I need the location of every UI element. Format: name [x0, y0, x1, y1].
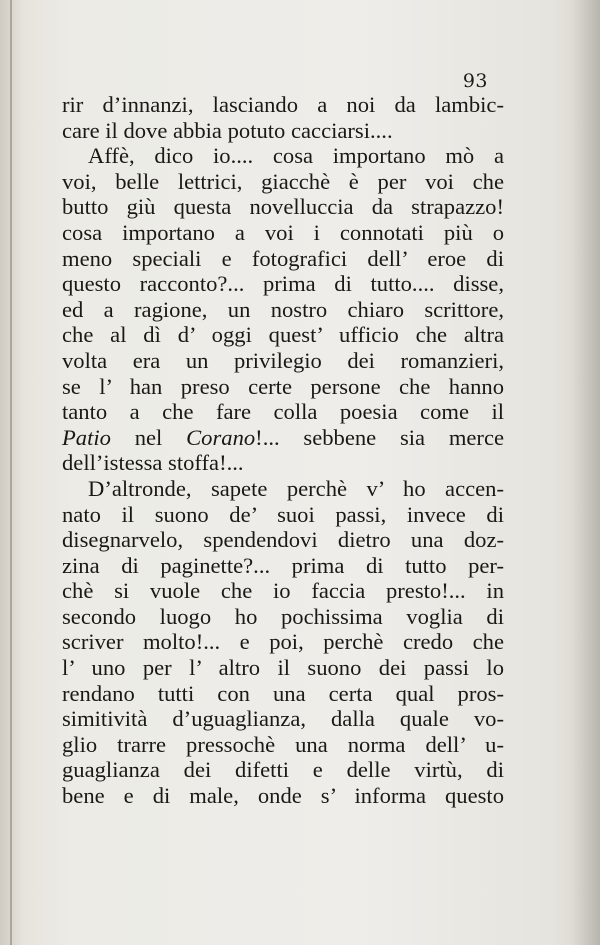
text-line: chè si vuole che io faccia presto!... in [62, 578, 504, 604]
text-line: questo racconto?... prima di tutto.... disse, [62, 271, 504, 297]
text-line: Affè, dico io.... cosa importano mò a [88, 143, 504, 169]
text-line: D’altronde, sapete perchè v’ ho accen- [88, 475, 504, 501]
text-line: nato il suono de’ suoi passi, invece di [62, 501, 504, 527]
text-line: scriver molto!... e poi, perchè credo che [62, 629, 504, 655]
text-line: che al dì d’ oggi quest’ ufficio che altra [62, 322, 504, 348]
text-fragment: !... sebbene sia merce [255, 424, 505, 450]
text-line: se l’ han preso certe persone che hanno [62, 373, 504, 399]
text-line-italic-mixed [62, 425, 504, 451]
text-line: butto giù questa novelluccia da strapazzo! [62, 194, 504, 220]
text-line: secondo luogo ho pochissima voglia di [62, 603, 504, 629]
text-line: dell’istessa stoffa!... [62, 450, 244, 476]
italic-word-patio: Patio [62, 424, 111, 450]
text-line: ed a ragione, un nostro chiaro scrittore, [62, 296, 504, 322]
text-line: bene e di male, onde s’ informa questo [62, 783, 504, 809]
body-text [62, 92, 504, 809]
text-fragment: nel [110, 424, 187, 450]
text-line: guaglianza dei difetti e delle virtù, di [62, 757, 504, 783]
text-line: rir d’innanzi, lasciando a noi da lambic- [62, 92, 504, 117]
text-line: volta era un privilegio dei romanzieri, [62, 347, 504, 373]
text-line: rendano tutti con una certa qual pros- [62, 680, 504, 706]
text-line: care il dove abbia potuto cacciarsi.... [62, 117, 393, 143]
text-line: disegnarvelo, spendendovi dietro una doz- [62, 527, 504, 553]
page-number: 93 [462, 70, 488, 92]
text-line: glio trarre pressochè una norma dell’ u- [62, 731, 504, 757]
text-line: meno speciali e fotografici dell’ eroe di [62, 245, 504, 271]
text-line: voi, belle lettrici, giacchè è per voi che [62, 168, 504, 194]
text-line: cosa importano a voi i connotati più o [62, 219, 504, 245]
text-line: tanto a che fare colla poesia come il [62, 399, 504, 425]
text-line: simitività d’uguaglianza, dalla quale vo- [62, 706, 504, 732]
text-line: zina di paginette?... prima di tutto per- [62, 552, 504, 578]
italic-word-corano: Corano [186, 424, 256, 450]
text-line: l’ uno per l’ altro il suono dei passi lo [62, 655, 504, 681]
